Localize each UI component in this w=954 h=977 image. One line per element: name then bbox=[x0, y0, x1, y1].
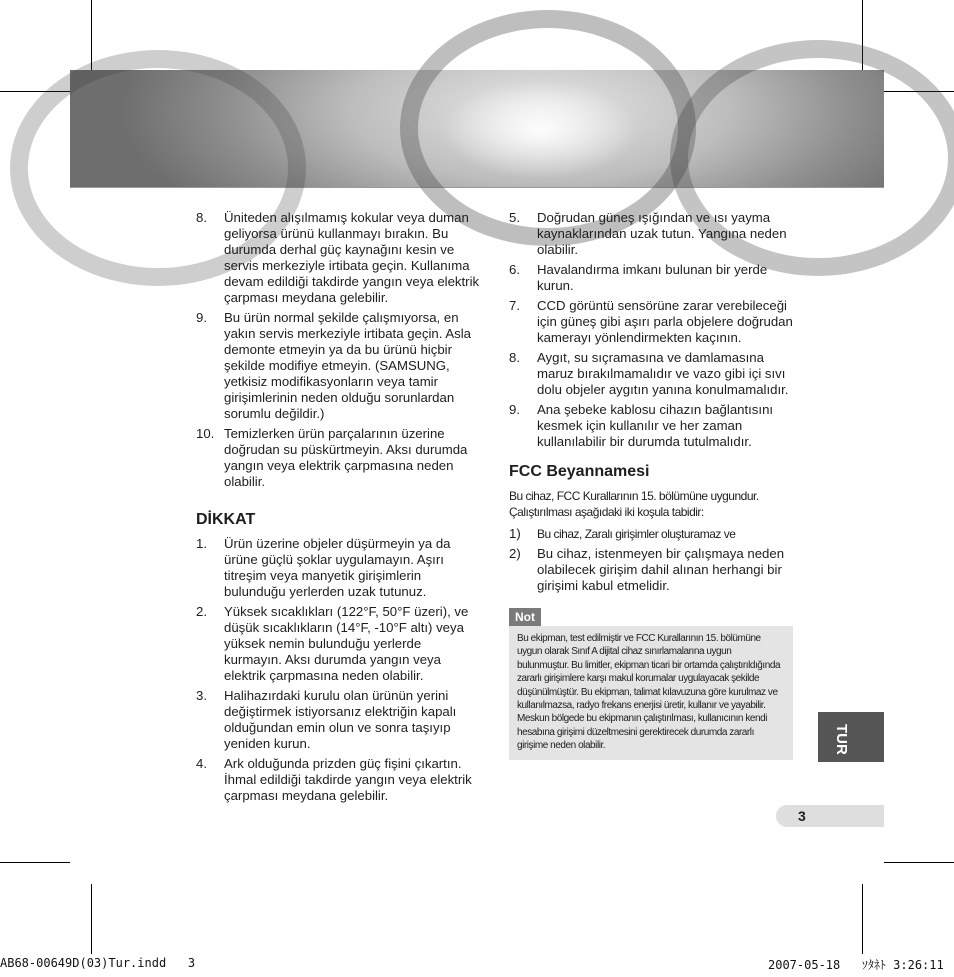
list-item: 6. Havalandırma imkanı bulunan bir yerde kurun. bbox=[509, 262, 768, 293]
safety-list-right bbox=[509, 210, 793, 450]
note-label: Not bbox=[509, 608, 541, 626]
footer-timestamp: 2007-05-18 ｿﾀﾈﾄ 3:26:11 bbox=[768, 958, 944, 972]
fcc-conditions-list bbox=[509, 526, 793, 594]
crop-mark bbox=[0, 862, 70, 863]
page-number-tab bbox=[776, 805, 884, 827]
crop-mark bbox=[91, 884, 92, 954]
list-item: 8. Üniteden alışılmamış kokular veya duman geliyorsa ürünü kullanmayı bırakın. Bu durumda derhal güç kaynağını kesin ve servis merkeziyle irtibata geçin. Kullanıma devam edildiği takdirde yangın veya elektrik çarpması meydana gelebilir. bbox=[196, 210, 480, 305]
language-tab-label: TUR bbox=[833, 724, 850, 755]
list-item: 10. Temizlerken ürün parçalarının üzerine doğrudan su püskürtmeyin. Aksı durumda yangın veya elektrik çarpmasına neden olabilir. bbox=[196, 426, 468, 489]
list-item: 3. Halihazırdaki kurulu olan ürünün yerini değiştirmek istiyorsanız elektriğin kapalı olduğundan emin olun ve sonra taşıyıp yeniden kurun. bbox=[196, 688, 457, 751]
list-item: 2. Yüksek sıcaklıkları (122°F, 50°F üzeri), ve düşük sıcaklıkların (14°F, -10°F altı) veya yüksek nemin bulunduğu yerlerde kurmayın. Aksı durumda yangın veya elektrik çarpmasına neden olabilir. bbox=[196, 604, 469, 683]
language-tab bbox=[818, 712, 884, 762]
safety-list-continued bbox=[196, 210, 480, 490]
dikkat-heading: DİKKAT bbox=[196, 511, 256, 528]
list-item: 7. CCD görüntü sensörüne zarar verebileceği için güneş gibi aşırı parla objelere doğrudan kamerayı yönlendirmekten kaçının. bbox=[509, 298, 793, 345]
list-item: 9. Ana şebeke kablosu cihazın bağlantısını kesmek için kullanılır ve her zaman kullanılabilir bir durumda tutulmalıdır. bbox=[509, 402, 774, 449]
header-banner-image bbox=[70, 70, 884, 188]
list-item: 9. Bu ürün normal şekilde çalışmıyorsa, en yakın servis merkeziyle irtibata geçin. Asla demonte etmeyin ya da bu ürünü hiçbir şekilde modifiye etmeyin. (SAMSUNG, yetkisiz modifikasyonların veya tamir girişimlerinin neden olduğu sorunlardan sorumlu değildir.) bbox=[196, 310, 471, 421]
left-column bbox=[196, 210, 480, 808]
list-item: 1. Ürün üzerine objeler düşürmeyin ya da ürüne güçlü şoklar uygulamayın. Aşırı titreşim veya manyetik girişimlerin bulunduğu yerlerden uzak tutunuz. bbox=[196, 536, 451, 599]
list-item: 2) Bu cihaz, istenmeyen bir çalışmaya neden olabilecek girişim dahil alınan herhangi bir girişimi kabul etmelidir. bbox=[509, 546, 785, 593]
page-number: 3 bbox=[798, 808, 806, 824]
footer-file-info: AB68-00649D(03)Tur.indd 3 bbox=[0, 956, 196, 970]
list-item: 4. Ark olduğunda prizden güç fişini çıkartın. İhmal edildiği takdirde yangın veya elektrik çarpması meydana gelebilir. bbox=[196, 756, 472, 803]
note-box: Bu ekipman, test edilmiştir ve FCC Kurallarının 15. bölümüne uygun olarak Sınıf A dijital cihaz sınırlamalarına uygun bulunmuştur. Bu limitler, ekipman ticari bir ortamda çalıştırıldığında zararlı girişimlere karşı makul korumalar uygulayacak şekilde düşünülmüştür. Bu ekipman, talimat kılavuzuna göre kurulmaz ve kullanılmazsa, radyo frekans enerjisi üretir, kullanır ve yayabilir. Meskun bölgede bu ekipmanın çalıştırılması, kullanıcının kendi hesabına girişimi düzeltmesini gerektirecek durumda zararlı girişime neden olabilir. bbox=[509, 626, 793, 760]
list-item: 8. Aygıt, su sıçramasına ve damlamasına maruz bırakılmamalıdır ve vazo gibi içi sıvı dolu objeler aygıtın yanına konulmamalıdır. bbox=[509, 350, 789, 397]
crop-mark bbox=[884, 862, 954, 863]
right-column bbox=[509, 210, 793, 760]
fcc-heading: FCC Beyannamesi bbox=[509, 463, 650, 480]
crop-mark bbox=[91, 0, 92, 70]
fcc-intro: Bu cihaz, FCC Kurallarının 15. bölümüne uygundur. Çalıştırılması aşağıdaki iki koşula tabidir: bbox=[509, 489, 759, 519]
crop-mark bbox=[862, 884, 863, 954]
list-item: 5. Doğrudan güneş ışığından ve ısı yayma kaynaklarından uzak tutun. Yangına neden olabilir. bbox=[509, 210, 787, 257]
list-item: 1) Bu cihaz, Zaralı girişimler oluşturamaz ve bbox=[509, 526, 736, 541]
caution-list bbox=[196, 536, 480, 804]
